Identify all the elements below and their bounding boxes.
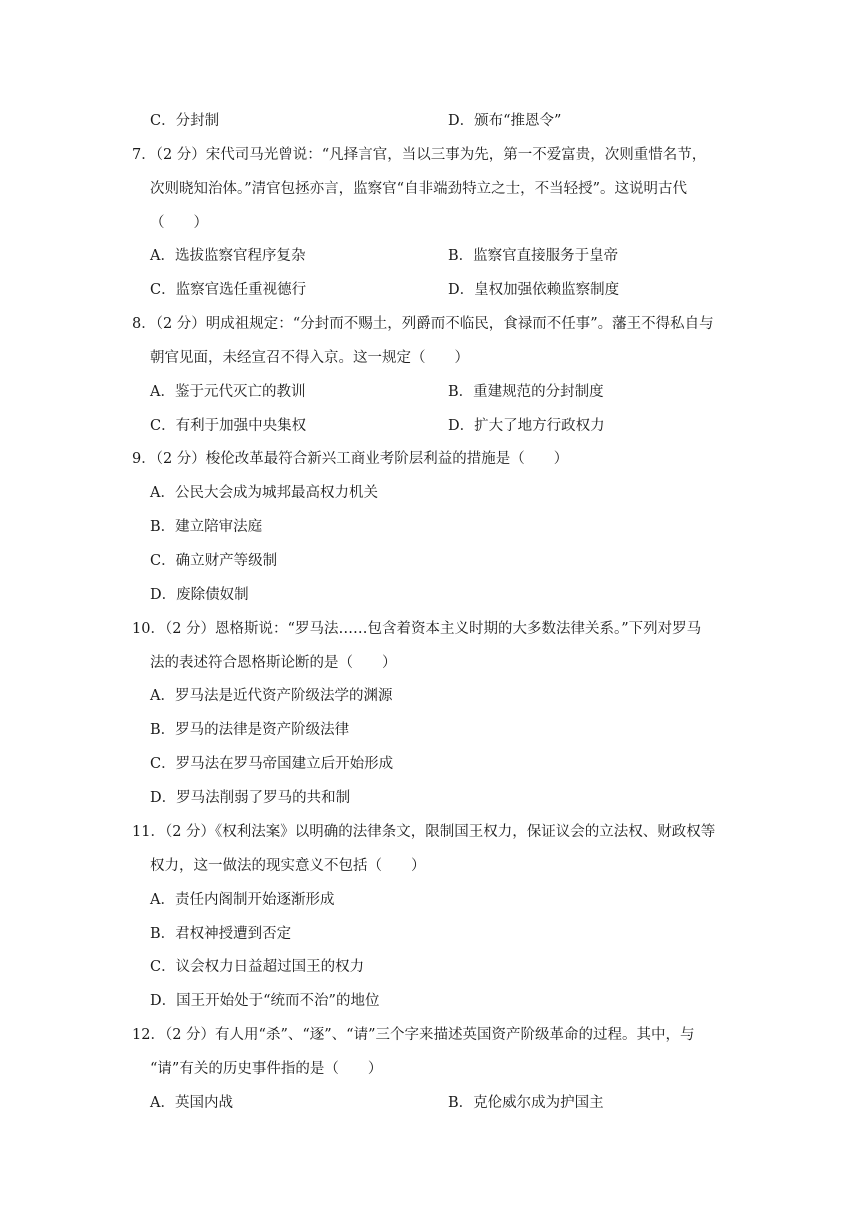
q9-option-c: C．确立财产等级制: [150, 553, 278, 569]
q10-option-b: B．罗马的法律是资产阶级法律: [150, 722, 350, 738]
q7-option-a: A．选拔监察官程序复杂: [150, 248, 306, 264]
q9-stem-line-1: 9．（2 分）梭伦改革最符合新兴工商业考阶层利益的措施是（ ）: [132, 451, 569, 467]
q11-option-a: A．责任内阁制开始逐渐形成: [150, 892, 335, 908]
q7-option-b: B．监察官直接服务于皇帝: [448, 248, 619, 264]
q11-stem-line-1: 11．（2 分）《权利法案》以明确的法律条文，限制国王权力，保证议会的立法权、财政权等: [132, 824, 716, 840]
q10-option-c: C．罗马法在罗马帝国建立后开始形成: [150, 756, 394, 772]
q10-stem-line-2: 法的表述符合恩格斯论断的是（ ）: [150, 655, 397, 671]
q11-stem-line-2: 权力，这一做法的现实意义不包括（ ）: [150, 858, 426, 874]
q10-option-d: D．罗马法削弱了罗马的共和制: [150, 790, 351, 806]
q10-option-a: A．罗马法是近代资产阶级法学的渊源: [150, 688, 393, 704]
q8-option-d: D．扩大了地方行政权力: [448, 418, 605, 434]
q8-option-c: C．有利于加强中央集权: [150, 418, 307, 434]
q7-option-d: D．皇权加强依赖监察制度: [448, 282, 620, 298]
q11-option-c: C．议会权力日益超过国王的权力: [150, 959, 365, 975]
q7-option-c: C．监察官选任重视德行: [150, 282, 307, 298]
q9-option-b: B．建立陪审法庭: [150, 519, 263, 535]
q7-stem-line-2: 次则晓知治体。”清官包拯亦言，监察官“自非端劲特立之士，不当轻授”。这说明古代: [150, 181, 687, 197]
q7-stem-line-1: 7．（2 分）宋代司马光曾说：“凡择言官，当以三事为先，第一不爱富贵，次则重惜名节，: [132, 147, 707, 163]
q10-stem-line-1: 10．（2 分）恩格斯说：“罗马法……包含着资本主义时期的大多数法律关系。”下列对罗马: [132, 621, 702, 637]
q9-option-a: A．公民大会成为城邦最高权力机关: [150, 485, 378, 501]
q12-stem-line-1: 12．（2 分）有人用“杀”、“逐”、“请”三个字来描述英国资产阶级革命的过程。其中，与: [132, 1027, 695, 1043]
q12-stem-line-2: “请”有关的历史事件指的是（ ）: [150, 1061, 383, 1077]
q8-stem-line-2: 朝官见面，未经宣召不得入京。这一规定（ ）: [150, 350, 469, 366]
q7-stem-line-3: （ ）: [150, 215, 208, 231]
q6-option-c: C．分封制: [150, 113, 220, 129]
q9-option-d: D．废除债奴制: [150, 587, 249, 603]
q11-option-d: D．国王开始处于“统而不治”的地位: [150, 993, 380, 1009]
q8-option-b: B．重建规范的分封制度: [448, 384, 604, 400]
q8-option-a: A．鉴于元代灭亡的教训: [150, 384, 306, 400]
q6-option-d: D．颁布“推恩令”: [448, 113, 562, 129]
q11-option-b: B．君权神授遭到否定: [150, 926, 292, 942]
q12-option-b: B．克伦威尔成为护国主: [448, 1095, 604, 1111]
q12-option-a: A．英国内战: [150, 1095, 233, 1111]
q8-stem-line-1: 8．（2 分）明成祖规定：“分封而不赐土，列爵而不临民，食禄而不任事”。藩王不得私自与: [132, 316, 714, 332]
